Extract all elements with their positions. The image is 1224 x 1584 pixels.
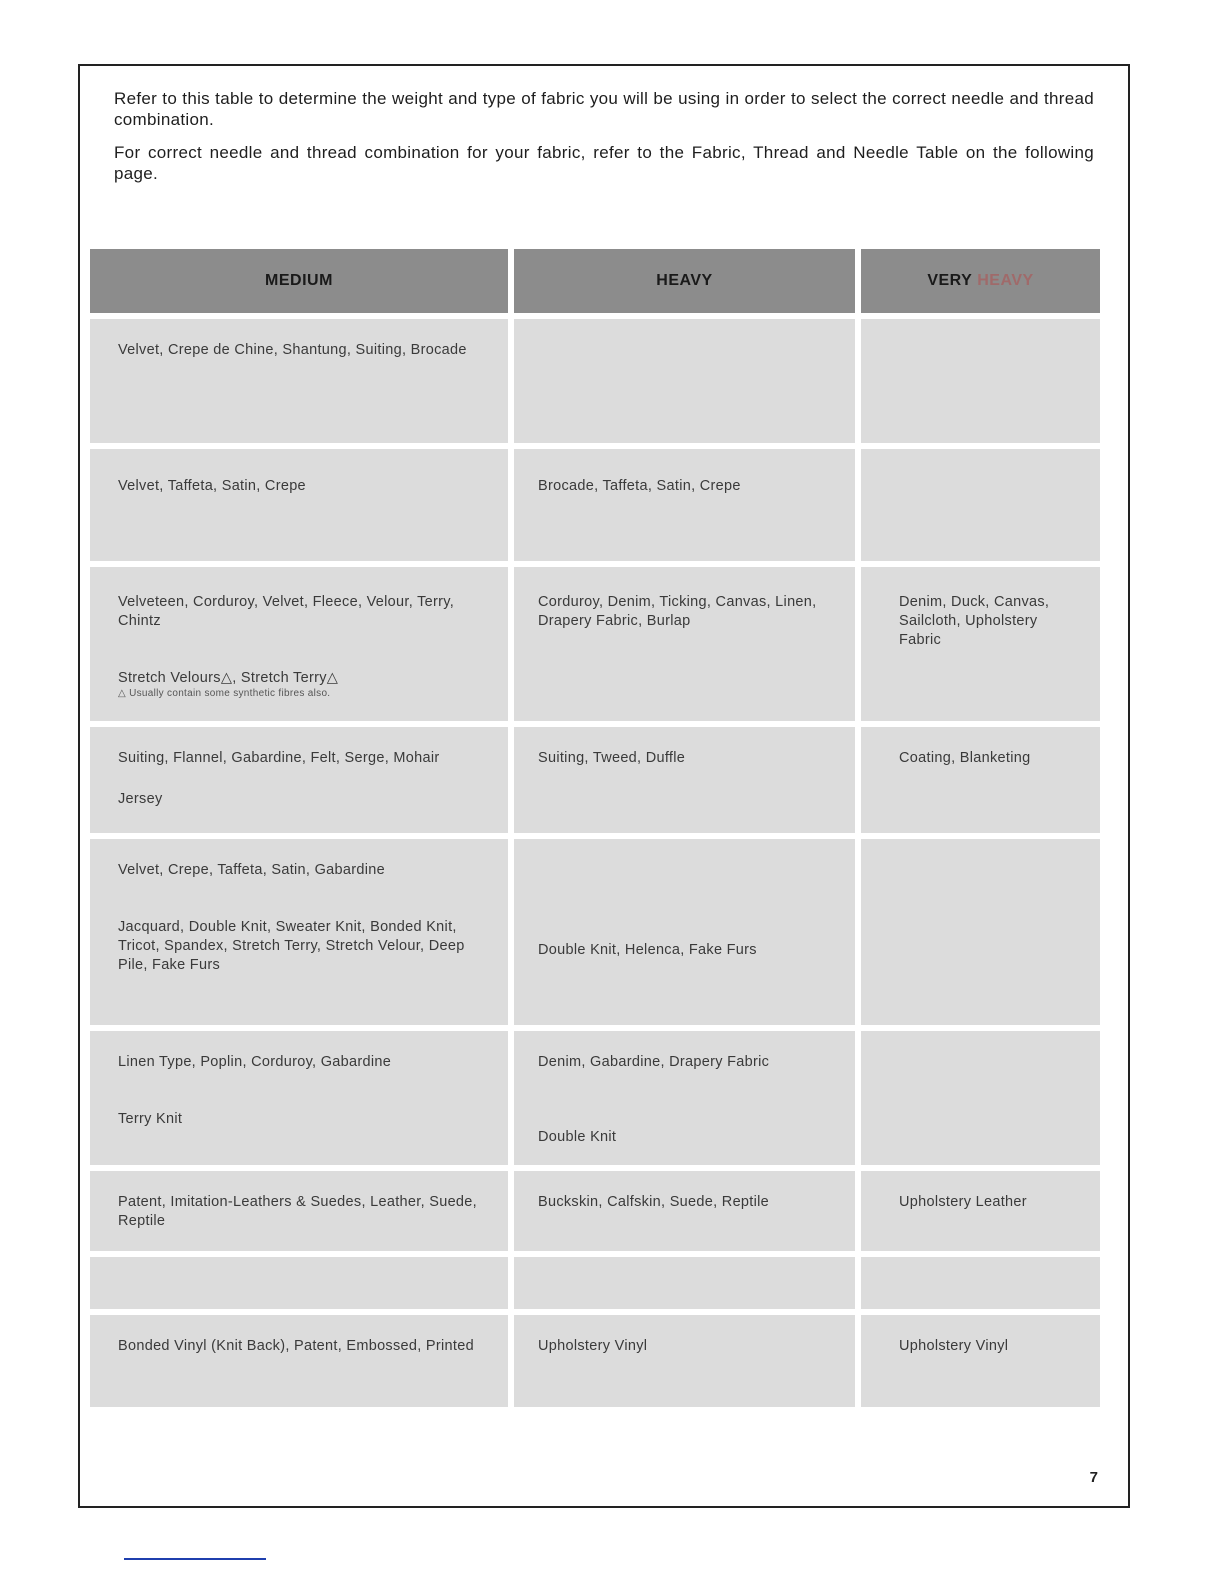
- cell-text: Patent, Imitation-Leathers & Suedes, Leather, Suede, Reptile: [118, 1194, 477, 1229]
- cell-very-heavy: [861, 319, 1100, 443]
- cell-very-heavy: [861, 839, 1100, 1025]
- cell-text: Upholstery Vinyl: [538, 1338, 648, 1354]
- header-medium: MEDIUM: [90, 249, 508, 313]
- header-heavy: HEAVY: [514, 249, 855, 313]
- table-row: [90, 1257, 1100, 1309]
- table-row: [90, 567, 1100, 721]
- intro-paragraph-2: For correct needle and thread combination for your fabric, refer to the Fabric, Thread and Needle Table on the following page.: [114, 143, 1094, 183]
- page-frame: [78, 64, 1130, 1508]
- cell-very-heavy: [861, 1031, 1100, 1165]
- footnote-text: △ Usually contain some synthetic fibres also.: [118, 688, 331, 699]
- cell-very-heavy: [861, 1315, 1100, 1407]
- cell-text: Terry Knit: [118, 1111, 183, 1127]
- table-row: [90, 839, 1100, 1025]
- cell-text: Denim, Duck, Canvas, Sailcloth, Upholstery Fabric: [899, 594, 1050, 648]
- cell-text: Double Knit: [538, 1129, 617, 1145]
- cell-text: Velveteen, Corduroy, Velvet, Fleece, Velour, Terry, Chintz: [118, 594, 455, 629]
- table-row: [90, 1171, 1100, 1251]
- cell-text: Denim, Gabardine, Drapery Fabric: [538, 1054, 770, 1070]
- cell-heavy: [514, 1031, 855, 1165]
- cell-very-heavy: [861, 1171, 1100, 1251]
- cell-heavy: [514, 727, 855, 833]
- table-row: [90, 449, 1100, 561]
- cell-medium: [90, 1315, 508, 1407]
- cell-heavy: [514, 449, 855, 561]
- cell-heavy: [514, 567, 855, 721]
- cell-text: Suiting, Flannel, Gabardine, Felt, Serge, Mohair: [118, 750, 440, 766]
- cell-medium: [90, 727, 508, 833]
- cell-medium: [90, 449, 508, 561]
- cell-text: Double Knit, Helenca, Fake Furs: [538, 942, 757, 958]
- header-heavy-word: HEAVY: [977, 272, 1034, 289]
- page-number: 7: [1089, 1469, 1098, 1486]
- blue-underline: [124, 1558, 266, 1560]
- cell-very-heavy: [861, 449, 1100, 561]
- cell-text: Velvet, Taffeta, Satin, Crepe: [118, 478, 306, 494]
- cell-text: Coating, Blanketing: [899, 750, 1031, 766]
- cell-text: Jersey: [118, 791, 163, 807]
- cell-text: Upholstery Leather: [899, 1194, 1027, 1210]
- cell-very-heavy: [861, 1257, 1100, 1309]
- cell-heavy: [514, 319, 855, 443]
- cell-text: Buckskin, Calfskin, Suede, Reptile: [538, 1194, 770, 1210]
- cell-heavy: [514, 1315, 855, 1407]
- table-header: [90, 249, 1100, 313]
- cell-medium: [90, 567, 508, 721]
- cell-medium: [90, 1257, 508, 1309]
- cell-text: Corduroy, Denim, Ticking, Canvas, Linen, Drapery Fabric, Burlap: [538, 594, 817, 629]
- cell-text: Velvet, Crepe de Chine, Shantung, Suiting, Brocade: [118, 342, 467, 358]
- cell-text: Brocade, Taffeta, Satin, Crepe: [538, 478, 741, 494]
- cell-medium: [90, 839, 508, 1025]
- cell-medium: [90, 1171, 508, 1251]
- cell-heavy: [514, 839, 855, 1025]
- cell-text: Velvet, Crepe, Taffeta, Satin, Gabardine: [118, 862, 385, 878]
- table-row: [90, 1031, 1100, 1165]
- cell-text: Suiting, Tweed, Duffle: [538, 750, 686, 766]
- cell-very-heavy: [861, 727, 1100, 833]
- cell-very-heavy: [861, 567, 1100, 721]
- table-row: [90, 319, 1100, 443]
- cell-medium: [90, 1031, 508, 1165]
- table-row: [90, 1315, 1100, 1407]
- intro-paragraph-1: Refer to this table to determine the weight and type of fabric you will be using in order to select the correct needle and thread combination.: [114, 89, 1094, 129]
- cell-medium: [90, 319, 508, 443]
- cell-heavy: [514, 1171, 855, 1251]
- cell-text: Upholstery Vinyl: [899, 1338, 1009, 1354]
- header-very-word: VERY: [927, 272, 973, 289]
- cell-text: Jacquard, Double Knit, Sweater Knit, Bonded Knit, Tricot, Spandex, Stretch Terry, Stretch Velour, Deep Pile, Fake Furs: [118, 919, 465, 973]
- intro-text: [114, 88, 1094, 196]
- cell-text: Stretch Velours△, Stretch Terry△: [118, 670, 339, 686]
- header-very-heavy: [861, 249, 1100, 313]
- fabric-weight-table: [90, 249, 1100, 1407]
- cell-text: Linen Type, Poplin, Corduroy, Gabardine: [118, 1054, 392, 1070]
- cell-heavy: [514, 1257, 855, 1309]
- table-row: [90, 727, 1100, 833]
- cell-text: Bonded Vinyl (Knit Back), Patent, Embossed, Printed: [118, 1338, 474, 1354]
